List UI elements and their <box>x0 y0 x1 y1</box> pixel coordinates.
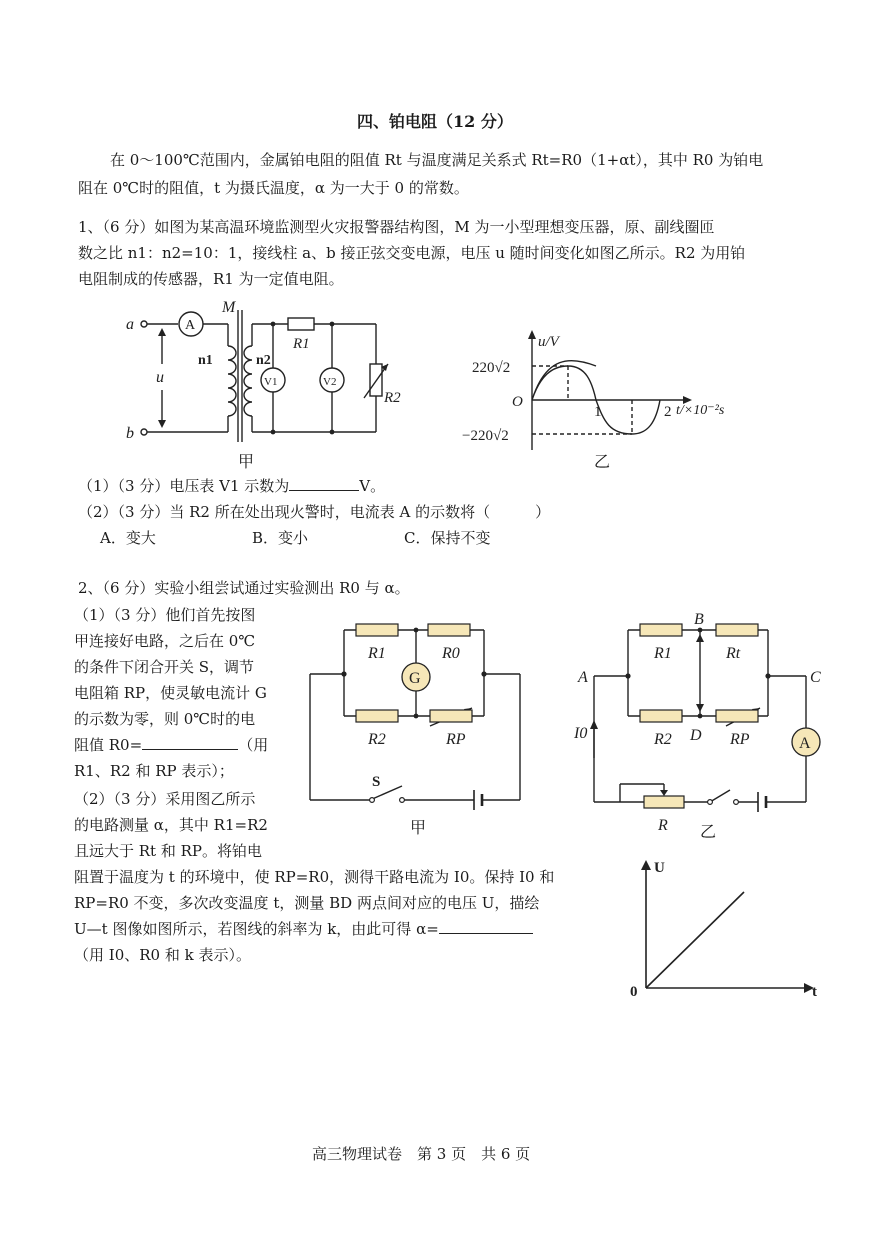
q2-left-line-2: 甲连接好电路，之后在 0℃ <box>74 632 256 650</box>
q2-left-line-7: R1、R2 和 RP 表示）； <box>74 762 234 780</box>
terminal-a-label: a <box>126 316 134 333</box>
intro-line-1: 在 0～100℃范围内，金属铂电阻的阻值 Rt 与温度满足关系式 Rt=R0（1+αt），其中 R0 为铂电 <box>110 151 764 169</box>
bridge-circuit-jia <box>302 612 532 812</box>
sine-x-axis-label: t/×10⁻²s <box>676 403 725 418</box>
r2-label: R2 <box>384 390 401 406</box>
ut-y-axis-label: U <box>654 860 665 876</box>
sine-ymin-label: −220√2 <box>462 428 509 444</box>
u-t-graph <box>612 852 832 1002</box>
voltage-u-label: u <box>156 369 164 386</box>
q2-left-line-3: 的条件下闭合开关 S，调节 <box>74 658 255 676</box>
transformer-circuit-figure <box>118 298 403 470</box>
intro-line-2: 阻在 0℃时的阻值，t 为摄氏温度，α 为一大于 0 的常数。 <box>78 179 469 197</box>
ut-origin-label: 0 <box>630 984 638 1000</box>
yi-i0-label: I0 <box>574 725 588 742</box>
page-footer: 高三物理试卷 第 3 页 共 6 页 <box>312 1145 531 1163</box>
fig1a-caption: 甲 <box>238 452 255 471</box>
q2-line-11: 阻置于温度为 t 的环境中，使 RP=R0，测得干路电流为 I0。保持 I0 和 <box>74 868 555 886</box>
bridge-circuit-yi <box>570 608 840 838</box>
terminal-b-label: b <box>126 425 134 442</box>
jia-rp-label: RP <box>446 731 466 748</box>
option-a[interactable]: A．变大 <box>100 529 156 547</box>
yi-r-label: R <box>658 817 668 834</box>
yi-node-a-label: A <box>578 669 588 686</box>
jia-r0-label: R0 <box>442 645 460 662</box>
answer-blank-r0[interactable] <box>142 735 238 750</box>
fig2a-caption: 甲 <box>410 818 427 837</box>
q2-left-line-10: 且远大于 Rt 和 RP。将铂电 <box>74 842 263 860</box>
sine-wave-graph <box>460 322 780 462</box>
sine-ymax-label: 220√2 <box>472 360 511 376</box>
yi-node-b-label: B <box>694 611 704 628</box>
q2-line-14: （用 I0、R0 和 k 表示）。 <box>74 946 251 964</box>
q1-sub1: （1）（3 分）电压表 V1 示数为 V。 <box>78 477 386 495</box>
q2-left-line-6: 阻值 R0= （用 <box>74 736 269 754</box>
q1-line-2: 数之比 n1：n2=10：1，接线柱 a、b 接正弦交变电源，电压 u 随时间变化如图乙所示。R2 为用铂 <box>78 244 746 262</box>
answer-blank-alpha[interactable] <box>439 919 533 934</box>
voltmeter-v2-label: V2 <box>323 376 337 388</box>
q2-line-12: RP=R0 不变，多次改变温度 t，测量 BD 两点间对应的电压 U，描绘 <box>74 894 540 912</box>
jia-r1-label: R1 <box>368 645 386 662</box>
q2-line-1: 2、（6 分）实验小组尝试通过实验测出 R0 与 α。 <box>78 579 410 597</box>
yi-r2-label: R2 <box>654 731 672 748</box>
q2-left-line-5: 的示数为零，则 0℃时的电 <box>74 710 256 728</box>
q2-left-line-4: 电阻箱 RP，使灵敏电流计 G <box>74 684 267 702</box>
n2-label: n2 <box>256 353 271 368</box>
sine-y-axis-label: u/V <box>538 334 559 350</box>
q1-line-1: 1、（6 分）如图为某高温环境监测型火灾报警器结构图，M 为一小型理想变压器，原、副线圈匝 <box>78 218 715 236</box>
sine-origin-label: O <box>512 394 523 410</box>
q2-left-line-1: （1）（3 分）他们首先按图 <box>74 606 256 624</box>
voltmeter-v1-label: V1 <box>264 376 278 388</box>
option-b[interactable]: B．变小 <box>252 529 309 547</box>
fig2b-caption: 乙 <box>700 822 717 841</box>
yi-rt-label: Rt <box>726 645 741 662</box>
ammeter-a-label: A <box>185 318 196 333</box>
q2-left-line-9: 的电路测量 α，其中 R1=R2 <box>74 816 268 834</box>
galvanometer-g-label: G <box>409 670 421 687</box>
jia-r2-label: R2 <box>368 731 386 748</box>
yi-r1-label: R1 <box>654 645 672 662</box>
yi-node-c-label: C <box>810 669 821 686</box>
q2-line-13: U—t 图像如图所示，若图线的斜率为 k，由此可得 α= <box>74 919 533 939</box>
sine-tick-2: 2 <box>664 404 672 420</box>
q1-sub2: （2）（3 分）当 R2 所在处出现火警时，电流表 A 的示数将（ ） <box>78 503 551 521</box>
r1-label: R1 <box>293 336 310 352</box>
sine-tick-1: 1 <box>594 404 602 420</box>
n1-label: n1 <box>198 353 213 368</box>
ut-x-axis-label: t <box>812 984 817 1000</box>
switch-s-label: S <box>372 774 381 790</box>
q1-line-3: 电阻制成的传感器，R1 为一定值电阻。 <box>78 270 344 288</box>
answer-blank-v1[interactable] <box>289 476 359 491</box>
yi-node-d-label: D <box>690 727 702 744</box>
q2-left-line-8: （2）（3 分）采用图乙所示 <box>74 790 256 808</box>
transformer-m-label: M <box>222 299 236 316</box>
yi-ammeter-label: A <box>799 735 811 752</box>
fig1b-caption: 乙 <box>594 452 611 471</box>
section-title: 四、铂电阻（12 分） <box>357 112 513 131</box>
yi-rp-label: RP <box>730 731 750 748</box>
option-c[interactable]: C．保持不变 <box>404 529 491 547</box>
